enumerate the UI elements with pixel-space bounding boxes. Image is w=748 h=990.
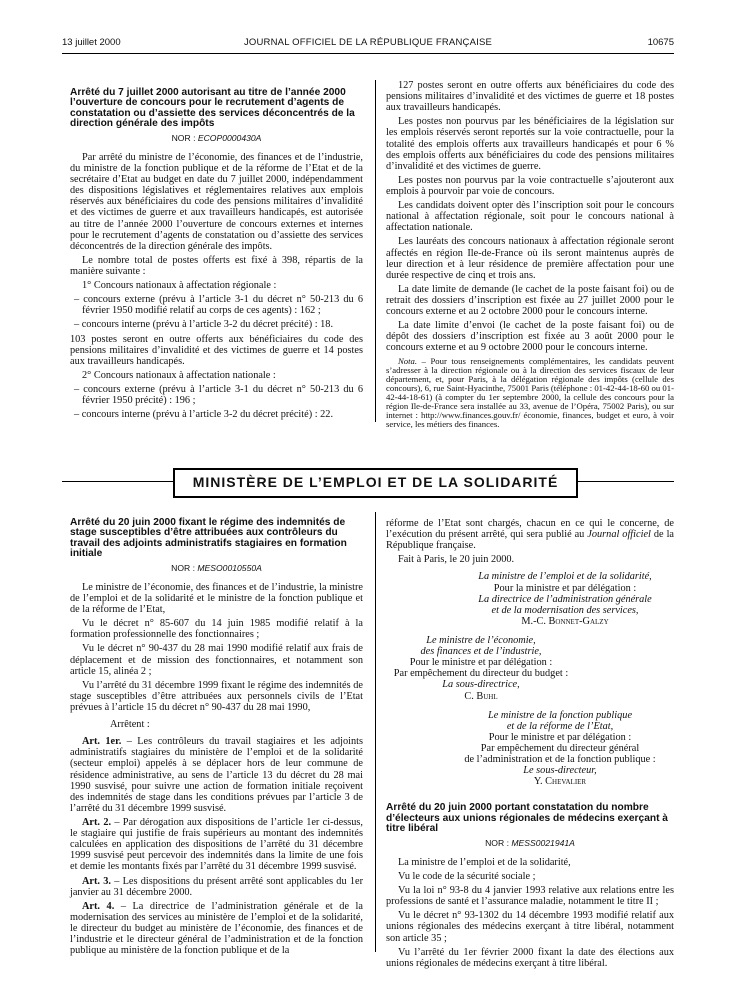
paragraph: 1° Concours nationaux à affectation régionale : <box>82 280 277 292</box>
column-divider <box>375 512 376 952</box>
arrete-3 <box>386 803 674 968</box>
arrete-1-right-column <box>386 80 674 433</box>
arretent-heading: Arrêtent : <box>110 719 150 731</box>
list-item: – concours interne (prévu à l’article 3-2 du décret précité) : 18. <box>74 319 334 331</box>
paragraph: Les lauréats des concours nationaux à affectation régionale seront affectés en région Ile-de-France où ils seront maintenus auprès de leur direction et à leur résidence de première affectation pour une durée respective de cinq et trois ans. <box>386 236 674 281</box>
article-4: Art. 4. – La directrice de l’administration générale et de la modernisation des services au ministère de l’emploi et de la solidarité, le directeur du budget au ministère de l’économie, des finances et de l’industrie et le directeur général de l’administration et de la fonction publique au ministère de la fonction publique et de la <box>70 900 363 957</box>
paragraph: Vu le code de la sécurité sociale ; <box>398 871 536 883</box>
arrete-2-left-column <box>70 518 363 959</box>
article-3: Art. 3. – Les dispositions du présent arrêté sont applicables du 1er janvier au 31 décembre 2000. <box>70 875 363 898</box>
paragraph: 103 postes seront en outre offerts aux bénéficiaires du code des pensions militaires d’invalidité et des victimes de guerre et 14 postes aux travailleurs handicapés. <box>70 333 363 367</box>
page-number: 10675 <box>647 37 674 48</box>
article-2: Art. 2. – Par dérogation aux dispositions de l’article 1er ci-dessus, le stagiaire qui justifie de frais supérieurs au montant des indemnités calculées en application des dispositions de l’arrêté du 31 décembre 1999 susvisé peut percevoir des indemnités dans la limite de une fois et demie les montants fixés par l’arrêté du 31 décembre 1999 susvisé. <box>70 816 363 873</box>
arrete-1-left-column <box>70 88 363 423</box>
paragraph: Les postes non pourvus par la voie contractuelle s’ajouteront aux emplois à pourvoir par voie de concours. <box>386 174 674 197</box>
list-item: – concours externe (prévu à l’article 3-1 du décret n° 50-213 du 6 février 1950 modifié relatif au corps de ces agents) : 162 ; <box>74 294 363 317</box>
nota-note: Nota. – Pour tous renseignements complémentaires, les candidats peuvent s’adresser à la direction régionale ou à la direction des services fiscaux de leur département, et, pour Paris, à la délégation régionale des impôts (cellule des concours), 6, rue Saint-Hyacinthe, 75001 Paris (téléphone : 01-42-44-18-60 ou 01-42-44-18-61) (à compter du 1er septembre 2000, la cellule des concours pour la région Ile-de-France sera installée au 33, avenue de l’Opéra, 75002 Paris), ou sur internet : http://www.finances.gouv.fr/ économie, finances, budget et euro, à voir service, les métiers des finances. <box>386 355 674 430</box>
list-item: – concours externe (prévu à l’article 3-1 du décret n° 50-213 du 6 février 1950 précité) : 196 ; <box>74 383 363 407</box>
journal-title: JOURNAL OFFICIEL DE LA RÉPUBLIQUE FRANÇAISE <box>243 37 493 48</box>
arrete-2-nor: NOR : MESO0010550A <box>171 562 262 573</box>
ministry-banner <box>173 468 578 498</box>
paragraph: Par arrêté du ministre de l’économie, des finances et de l’industrie, du ministre de la fonction publique et de la réforme de l’Etat et de la secrétaire d’Etat au budget en date du 7 juillet 2000, indépendamment des dispositions législatives et réglementaires relatives aux emplois réservés aux bénéficiaires du code des pensions militaires d’invalidité et des victimes de guerre et aux travailleurs handicapés, est autorisée au titre de l’année 2000 l’ouverture de concours externes et internes pour le recrutement d’agents de constatation ou d’assiette des services déconcentrés de la direction générale des impôts. <box>70 151 363 252</box>
paragraph: Vu le décret n° 93-1302 du 14 décembre 1993 modifié relatif aux unions régionales des médecins exerçant à titre libéral, notamment son article 35 ; <box>386 910 674 944</box>
paragraph: La date limite d’envoi (le cachet de la poste faisant foi) ou de dépôt des dossiers d’inscription est fixée au 3 août 2000 pour le concours externe et au 9 octobre 2000 pour le concours interne. <box>386 320 674 354</box>
list-item: – concours interne (prévu à l’article 3-2 du décret précité) : 22. <box>74 409 334 421</box>
column-divider <box>375 80 376 422</box>
signature-block-1: La ministre de l’emploi et de la solidarité, Pour la ministre et par délégation : La directrice de l’administration générale et de la modernisation des services, M.-C. Bonnet-Galzy <box>478 571 652 627</box>
paragraph: Le ministre de l’économie, des finances et de l’industrie, la ministre de l’emploi et de la solidarité et le ministre de la fonction publique et de la réforme de l’Etat, <box>70 581 363 616</box>
arrete-1-nor: NOR : ECOP0000430A <box>171 132 262 143</box>
paragraph: réforme de l’Etat sont chargés, chacun en ce qui le concerne, de l’exécution du présent arrêté, qui sera publié au Journal officiel de la République française. <box>386 518 674 552</box>
paragraph: Vu le décret n° 85-607 du 14 juin 1985 modifié relatif à la formation professionnelle des fonctionnaires ; <box>70 618 363 641</box>
paragraph: Les postes non pourvus par les bénéficiaires de la législation sur les emplois réservés seront reportés sur la voie contractuelle, pour la totalité des emplois offerts aux travailleurs handicapés et pour 6 % des emplois offerts aux bénéficiaires du code des pensions militaires d’invalidité et des victimes de guerre. <box>386 116 674 172</box>
paragraph: Vu le décret n° 90-437 du 28 mai 1990 modifié relatif aux frais de déplacement et de mission des fonctionnaires, et notamment son article 15, alinéa 2 ; <box>70 643 363 677</box>
paragraph: Vu l’arrêté du 1er février 2000 fixant la date des élections aux unions régionales de médecins exerçant à titre libéral. <box>386 946 674 969</box>
signature-block-2: Le ministre de l’économie, des finances et de l’industrie, Pour le ministre et par délégation : Par empêchement du directeur du budget : La sous-directrice, C. Buhl <box>393 634 569 702</box>
signature-block-3: Le ministre de la fonction publique et de la réforme de l’Etat, Pour le ministre et par délégation : Par empêchement du directeur général de l’administration et de la fonction publique : Le sous-directeur, Y. Chevalier <box>464 709 656 788</box>
paragraph: La date limite de demande (le cachet de la poste faisant foi) ou de retrait des dossiers d’inscription est fixée au 27 juillet 2000 pour le concours externe et au 2 octobre 2000 pour le concours interne. <box>386 283 674 318</box>
arrete-3-nor: NOR : MESS0021941A <box>485 837 575 848</box>
paragraph: La ministre de l’emploi et de la solidarité, <box>398 856 571 868</box>
paragraph: Les candidats doivent opter dès l’inscription soit pour le concours national à affectation régionale, soit pour le concours national à affectation nationale. <box>386 200 674 234</box>
paragraph: Vu l’arrêté du 31 décembre 1999 fixant le régime des indemnités de stage susceptibles d’être attribuées aux personnels civils de l’Etat prévues à l’article 15 du décret n° 90-437 du 28 mai 1990, <box>70 679 363 713</box>
date-line: Fait à Paris, le 20 juin 2000. <box>398 554 515 566</box>
paragraph: Vu la loi n° 93-8 du 4 janvier 1993 relative aux relations entre les professions de santé et l’assurance maladie, notamment le titre II ; <box>386 885 674 908</box>
arrete-2-right-column <box>386 518 674 972</box>
paragraph: 2° Concours nationaux à affectation nationale : <box>82 369 276 381</box>
arrete-2-title: Arrêté du 20 juin 2000 fixant le régime des indemnités de stage susceptibles d’être attribuées aux contrôleurs du travail des adjoints administratifs stagiaires en formation initiale <box>70 517 347 560</box>
issue-date: 13 juillet 2000 <box>62 37 121 48</box>
arrete-1-title: Arrêté du 7 juillet 2000 autorisant au titre de l’année 2000 l’ouverture de concours pour le recrutement d’agents de constatation ou d’assiette des services déconcentrés de la direction générale des impôts <box>70 87 355 130</box>
ministry-title: MINISTÈRE DE L’EMPLOI ET DE LA SOLIDARITÉ <box>192 474 559 491</box>
paragraph: 127 postes seront en outre offerts aux bénéficiaires du code des pensions militaires d’invalidité et des victimes de guerre et 18 postes aux travailleurs handicapés. <box>386 80 674 114</box>
page-header <box>62 38 674 52</box>
article-1: Art. 1er. – Les contrôleurs du travail stagiaires et les adjoints administratifs stagiaires du ministère de l’emploi et de la solidarité (secteur emploi) appelés à se déplacer hors de leur commune de résidence administrative, au sens de l’article 13 du décret du 28 mai 1990 susvisé, pour suivre une action de formation initiale reçoivent des indemnités de stage dans les conditions prévues par l’article 3 de l’arrêté du 31 décembre 1999 susvisé. <box>70 736 363 814</box>
paragraph: Le nombre total de postes offerts est fixé à 398, répartis de la manière suivante : <box>70 254 363 277</box>
header-rule <box>62 53 674 54</box>
arrete-3-title: Arrêté du 20 juin 2000 portant constatation du nombre d’électeurs aux unions régionales de médecins exerçant à titre libéral <box>386 802 668 835</box>
